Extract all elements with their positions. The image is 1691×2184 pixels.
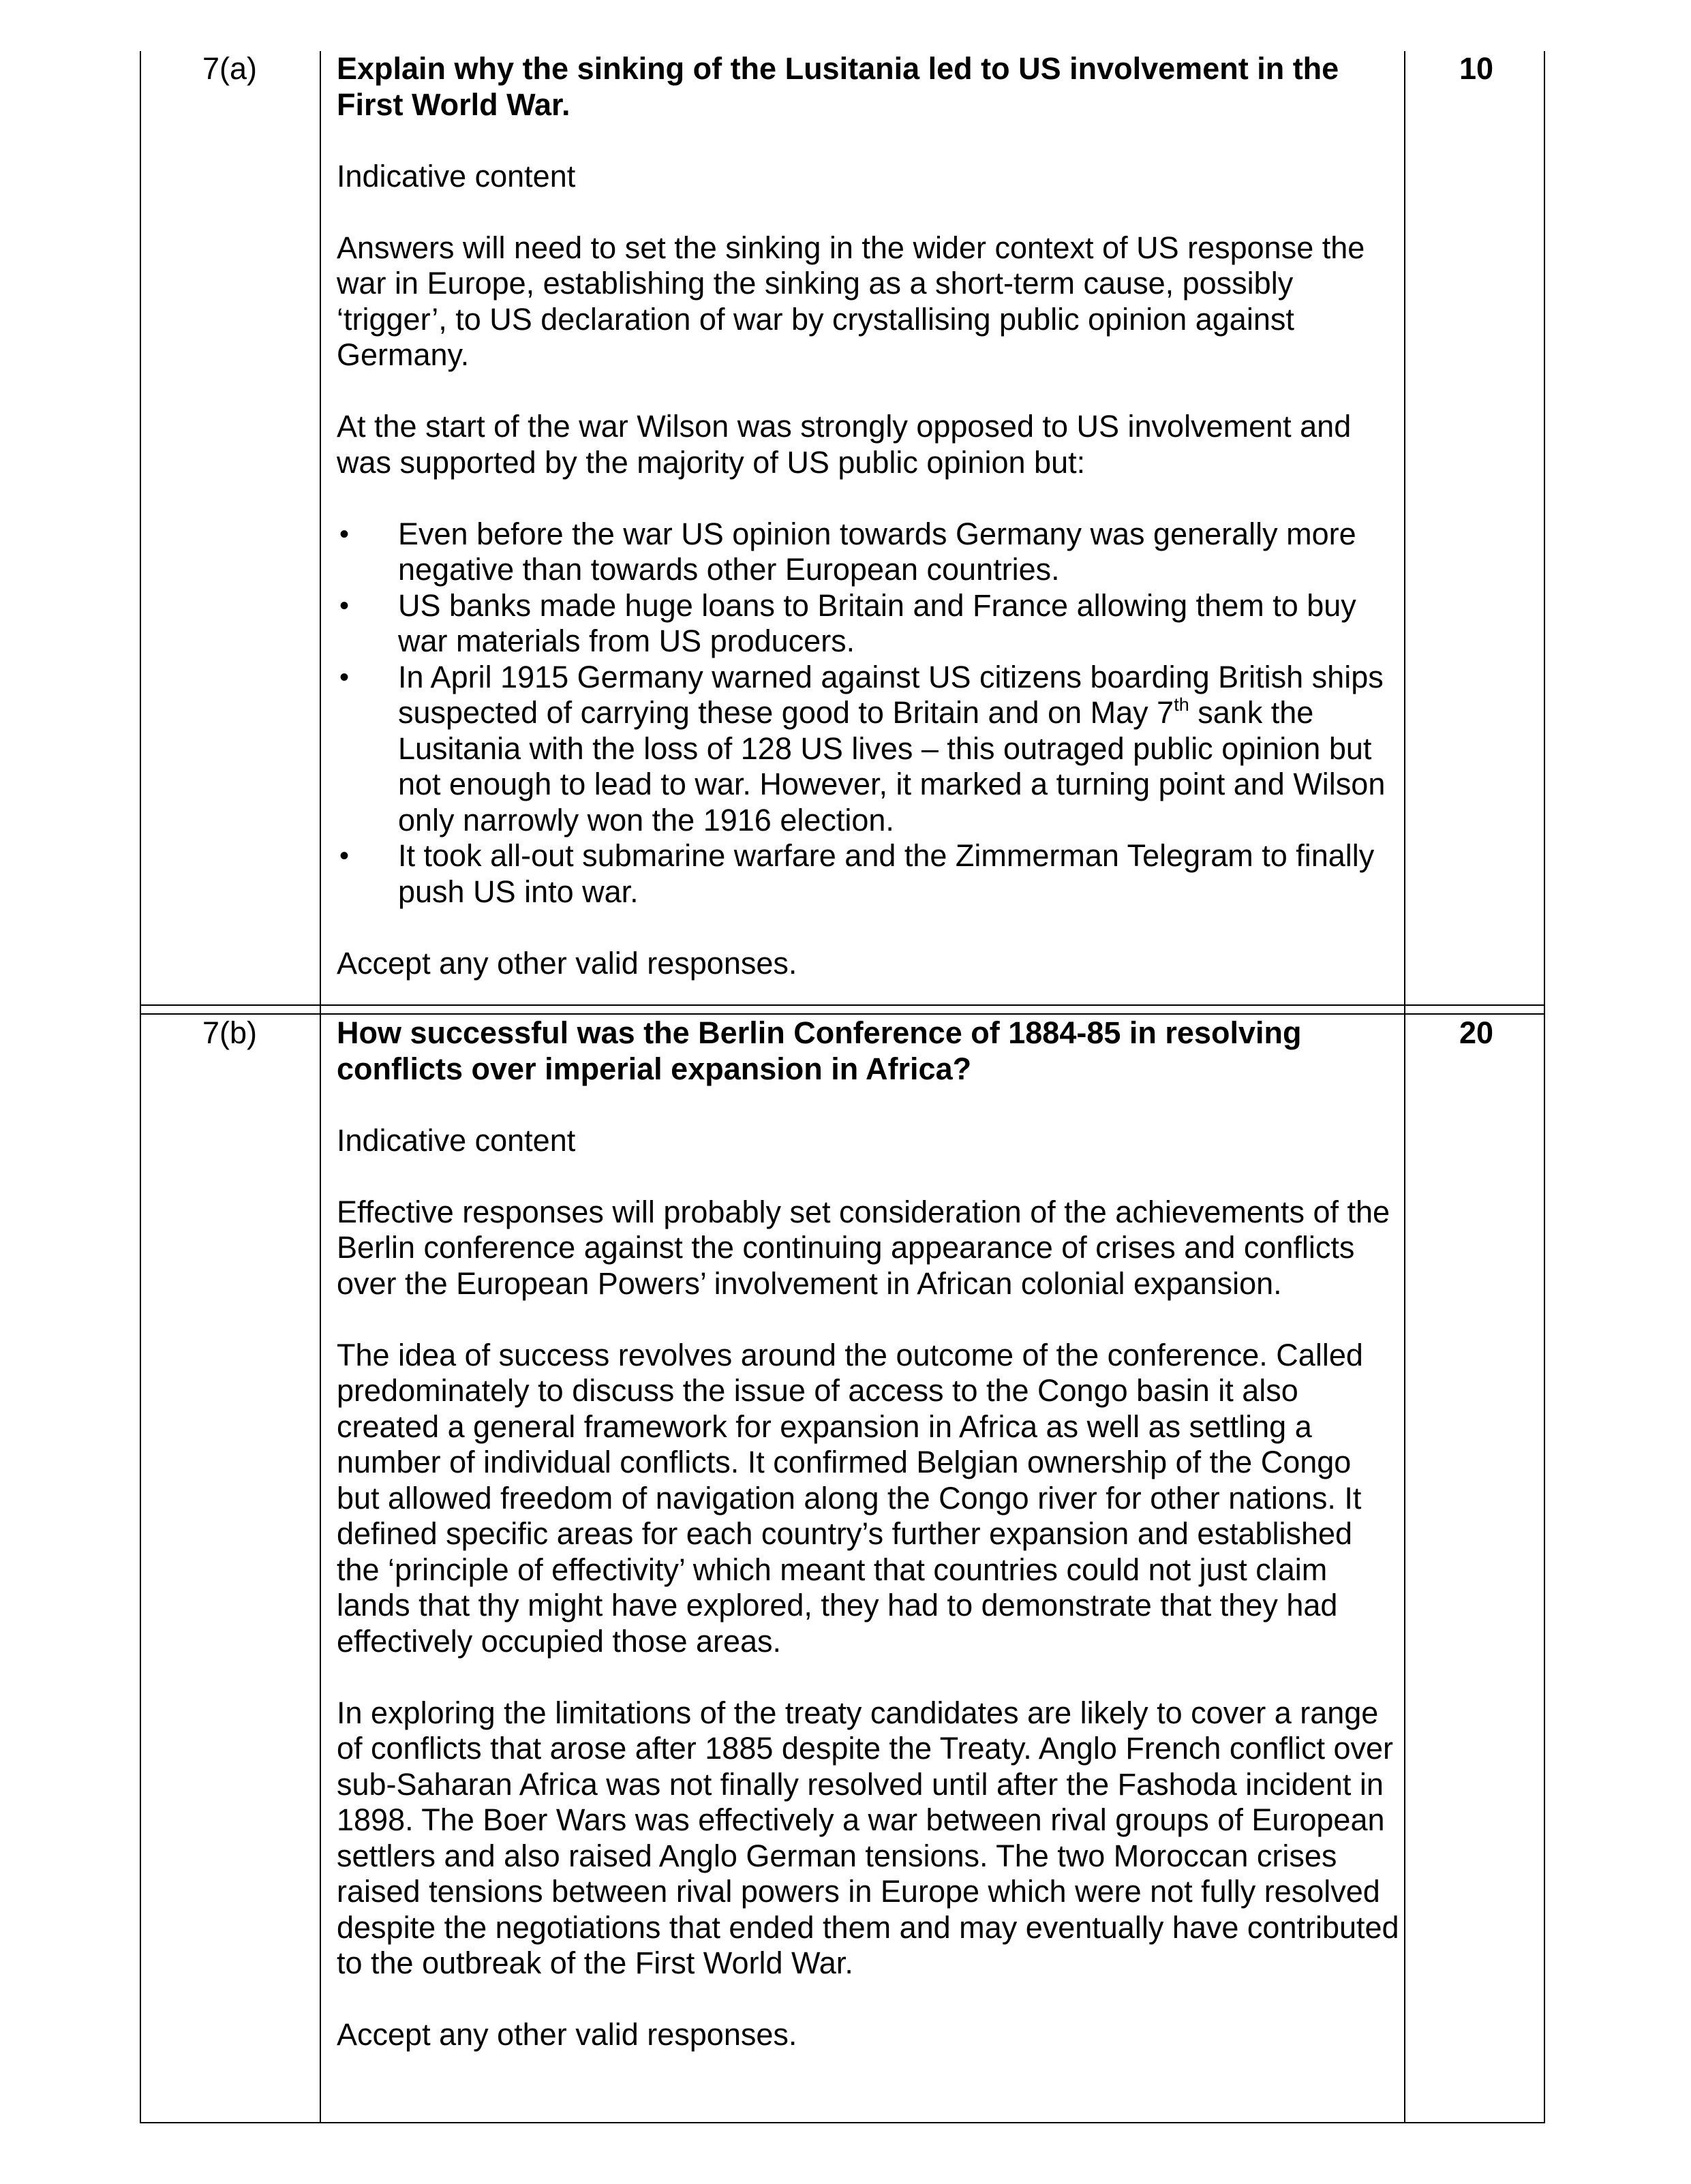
question-content-7a: [337, 51, 1400, 981]
bullet-item: [337, 660, 1400, 839]
column-divider-number: [320, 51, 321, 2123]
question-number: 7(a): [202, 51, 258, 86]
table-left-border: [140, 51, 141, 2123]
question-content-7b: [337, 1015, 1400, 2053]
bullet-text: In April 1915 Germany warned against US citizens boarding British ships suspected of carrying these good to Britain and on May 7: [398, 659, 1384, 730]
table-bottom-border: [140, 2122, 1545, 2123]
bullet-list: [337, 517, 1400, 910]
question-number: 7(b): [202, 1015, 258, 1050]
question-marks: 20: [1459, 1015, 1494, 1050]
paragraph: The idea of success revolves around the outcome of the conference. Called predominately to discuss the issue of access to the Congo basin it also created a general framework for expansion in Africa as well as settling a number of individual conflicts. It confirmed Belgian ownership of the Congo but allowed freedom of navigation along the Congo river for other nations. It defined specific areas for each country’s further expansion and established the ‘principle of effectivity’ which meant that countries could not just claim lands that thy might have explored, they had to demonstrate that they had effectively occupied those areas.: [337, 1337, 1363, 1659]
table-right-border: [1544, 51, 1545, 2123]
question-marks: 10: [1459, 51, 1494, 86]
row-separator-bottom: [140, 1013, 1545, 1015]
indicative-content-heading: Indicative content: [337, 158, 576, 194]
bullet-text: sank the Lusitania with the loss of 128 US lives – this outraged public opinion but not enough to lead to war. However, it marked a turning point and Wilson only narrowly won the 1916 election.: [398, 695, 1386, 837]
indicative-content-heading: Indicative content: [337, 1122, 576, 1158]
closing-note: Accept any other valid responses.: [337, 945, 797, 981]
paragraph: At the start of the war Wilson was strongly opposed to US involvement and was supported by the majority of US public opinion but:: [337, 409, 1352, 480]
paragraph: In exploring the limitations of the treaty candidates are likely to cover a range of conflicts that arose after 1885 despite the Treaty. Anglo French conflict over sub-Saharan Africa was not finally resolved until after the Fashoda incident in 1898. The Boer Wars was effectively a war between rival groups of European settlers and also raised Anglo German tensions. The two Moroccan crises raised tensions between rival powers in Europe which were not fully resolved despite the negotiations that ended them and may eventually have contributed to the outbreak of the First World War.: [337, 1695, 1399, 1980]
paragraph: Effective responses will probably set consideration of the achievements of the Berlin conference against the continuing appearance of crises and conflicts over the European Powers’ involvement in African colonial expansion.: [337, 1194, 1390, 1301]
question-title: Explain why the sinking of the Lusitania led to US involvement in the First World War.: [337, 51, 1339, 122]
bullet-item: • It took all-out submarine warfare and the Zimmerman Telegram to finally push US into war.: [337, 838, 1400, 910]
superscript: th: [1174, 694, 1189, 715]
bullet-item: • US banks made huge loans to Britain and France allowing them to buy war materials from US producers.: [337, 588, 1400, 660]
column-divider-marks: [1404, 51, 1405, 2123]
row-separator-top: [140, 1004, 1545, 1006]
closing-note: Accept any other valid responses.: [337, 2017, 797, 2052]
question-title: How successful was the Berlin Conference of 1884-85 in resolving conflicts over imperial expansion in Africa?: [337, 1015, 1302, 1086]
paragraph: Answers will need to set the sinking in the wider context of US response the war in Europe, establishing the sinking as a short-term cause, possibly ‘trigger’, to US declaration of war by crystallising public opinion against Germany.: [337, 230, 1365, 372]
bullet-item: • Even before the war US opinion towards Germany was generally more negative than towards other European countries.: [337, 517, 1400, 588]
